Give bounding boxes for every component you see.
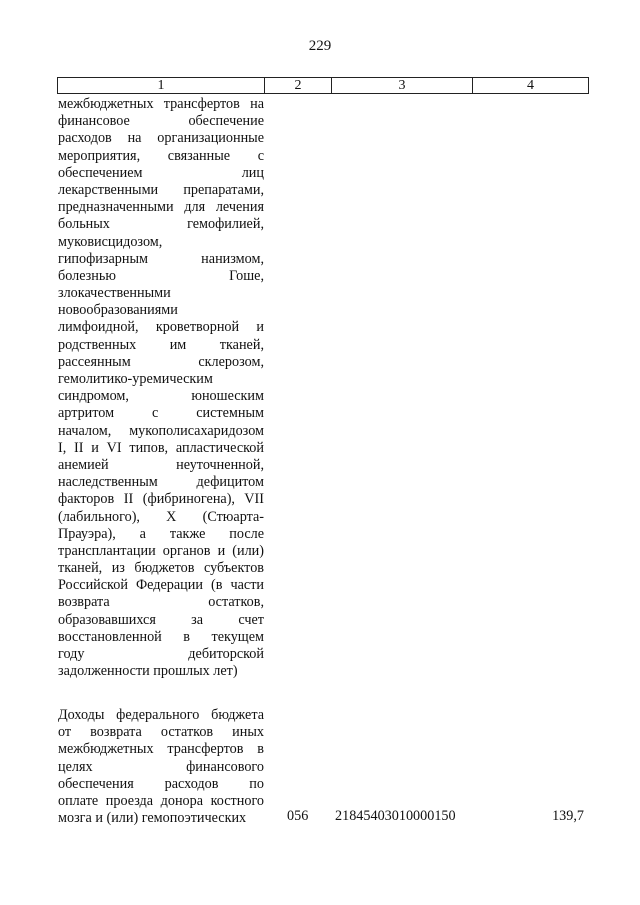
header-col-3: 3 bbox=[332, 78, 473, 93]
text-line: злокачественными bbox=[58, 285, 171, 302]
text-line: расходов на организационные bbox=[58, 130, 264, 147]
row-2-amount: 139,7 bbox=[552, 808, 584, 824]
text-line: рассеянным склерозом, bbox=[58, 353, 264, 370]
row-2-kbk-code: 21845403010000150 bbox=[335, 808, 456, 824]
text-line: трансплантации органов и (или) bbox=[58, 542, 264, 559]
row-2-description bbox=[58, 707, 264, 827]
text-line: году дебиторской bbox=[58, 646, 264, 662]
text-line: восстановленной в текущем bbox=[58, 628, 264, 645]
text-line: задолженности прошлых лет) bbox=[58, 663, 238, 680]
text-line: факторов II (фибриногена), VII bbox=[58, 491, 264, 508]
text-line: обеспечения расходов по bbox=[58, 775, 264, 792]
text-line: родственных им тканей, bbox=[58, 336, 264, 353]
text-line: (лабильного), X (Стюарта- bbox=[58, 508, 264, 525]
text-line: межбюджетных трансфертов в bbox=[58, 741, 264, 758]
text-line: синдромом, юношеским bbox=[58, 388, 264, 405]
text-line: лекарственными препаратами, bbox=[58, 181, 264, 198]
row-1-description bbox=[58, 96, 264, 680]
text-line: мероприятия, связанные с bbox=[58, 147, 264, 164]
text-line: началом, мукополисахаридозом bbox=[58, 422, 264, 439]
text-line: обеспечением лиц bbox=[58, 164, 264, 181]
text-line: новообразованиями bbox=[58, 302, 178, 319]
text-line: образовавшихся за счет bbox=[58, 611, 264, 628]
text-line: Доходы федерального бюджета bbox=[58, 707, 264, 723]
text-line: целях финансового bbox=[58, 758, 264, 775]
text-line: I, II и VI типов, апластической bbox=[58, 439, 264, 456]
text-line: Российской Федерации (в части bbox=[58, 577, 264, 594]
text-line: наследственным дефицитом bbox=[58, 474, 264, 491]
header-col-2: 2 bbox=[265, 78, 332, 93]
text-line: тканей, из бюджетов субъектов bbox=[58, 560, 264, 577]
text-line: финансовое обеспечение bbox=[58, 113, 264, 130]
text-line: анемией неуточненной, bbox=[58, 456, 264, 473]
header-col-1: 1 bbox=[58, 78, 265, 93]
row-2-admin-code: 056 bbox=[287, 808, 309, 824]
text-line: от возврата остатков иных bbox=[58, 724, 264, 741]
text-line: мозга и (или) гемопоэтических bbox=[58, 810, 247, 827]
text-line: гипофизарным нанизмом, bbox=[58, 250, 264, 267]
text-line: болезнью Гоше, bbox=[58, 267, 264, 284]
table-header-row bbox=[57, 77, 589, 94]
text-line: лимфоидной, кроветворной и bbox=[58, 319, 264, 336]
text-line: возврата остатков, bbox=[58, 594, 264, 611]
text-line: артритом с системным bbox=[58, 405, 264, 422]
text-line: межбюджетных трансфертов на bbox=[58, 96, 264, 112]
page-number: 229 bbox=[308, 38, 332, 54]
text-line: больных гемофилией, bbox=[58, 216, 264, 233]
text-line: муковисцидозом, bbox=[58, 233, 163, 250]
text-line: предназначенными для лечения bbox=[58, 199, 264, 216]
text-line: оплате проезда донора костного bbox=[58, 792, 264, 809]
text-line: гемолитико-уремическим bbox=[58, 371, 213, 387]
header-col-4: 4 bbox=[527, 78, 534, 93]
text-line: Прауэра), а также после bbox=[58, 525, 264, 542]
